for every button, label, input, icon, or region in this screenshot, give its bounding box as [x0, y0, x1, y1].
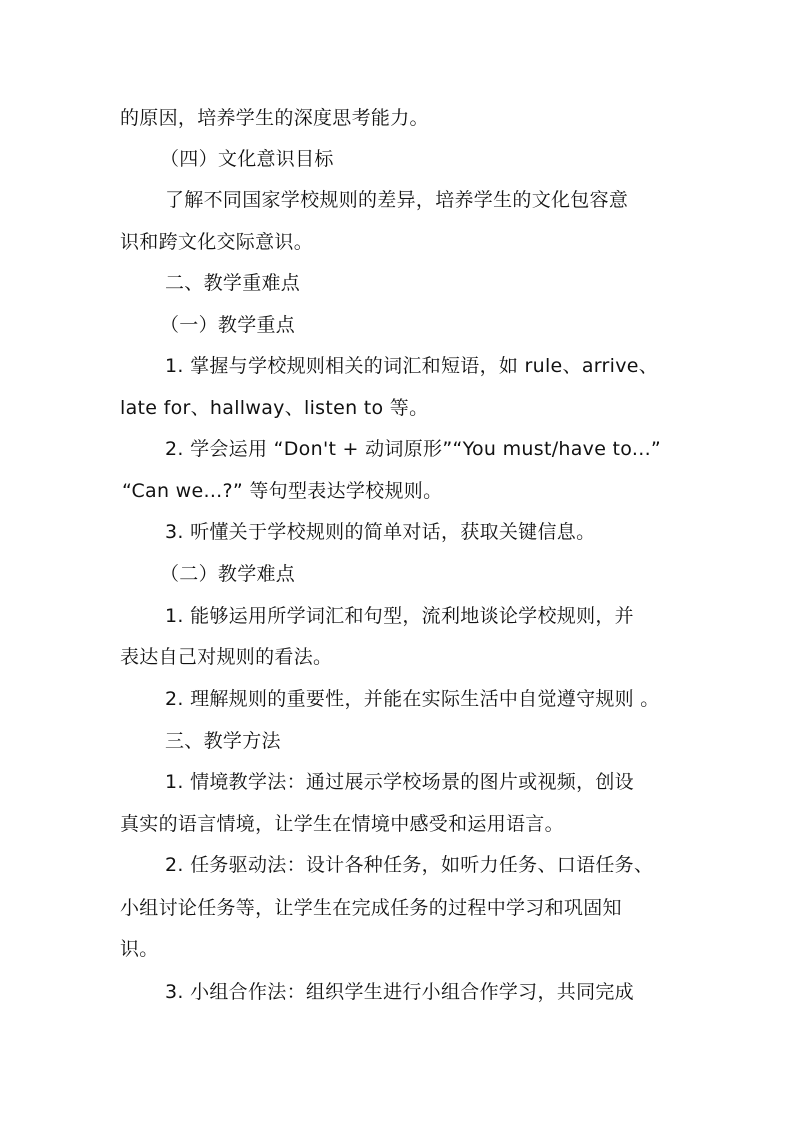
text-line: 识。	[120, 938, 159, 960]
text-line: 1. 情境教学法：通过展示学校场景的图片或视频，创设	[165, 771, 634, 793]
text-line: 1. 掌握与学校规则相关的词汇和短语，如 rule、arrive、	[165, 355, 659, 377]
text-line: late for、hallway、listen to 等。	[120, 397, 429, 419]
text-line: 3. 听懂关于学校规则的简单对话，获取关键信息。	[165, 521, 596, 543]
text-line: “Can we...?” 等句型表达学校规则。	[122, 480, 443, 502]
text-line: 了解不同国家学校规则的差异，培养学生的文化包容意	[165, 189, 629, 211]
text-line: 识和跨文化交际意识。	[120, 231, 314, 253]
text-line: 2. 任务驱动法：设计各种任务，如听力任务、口语任务、	[165, 854, 654, 876]
section-heading-cultural-awareness: （四）文化意识目标	[160, 148, 334, 170]
text-line: 表达自己对规则的看法。	[120, 646, 333, 668]
subsection-heading-key-points: （一）教学重点	[160, 314, 296, 336]
text-line: 真实的语言情境，让学生在情境中感受和运用语言。	[120, 813, 564, 835]
text-line: 的原因，培养学生的深度思考能力。	[120, 107, 429, 129]
text-line: 2. 学会运用 “Don't + 动词原形”“You must/have to...”	[165, 438, 662, 460]
text-line: 2. 理解规则的重要性，并能在实际生活中自觉遵守规则 。	[165, 688, 660, 710]
text-line: 1. 能够运用所学词汇和句型，流利地谈论学校规则，并	[165, 605, 634, 627]
text-line: 小组讨论任务等，让学生在完成任务的过程中学习和巩固知	[120, 897, 622, 919]
subsection-heading-difficult-points: （二）教学难点	[160, 563, 296, 585]
section-heading-teaching-methods: 三、教学方法	[165, 730, 281, 752]
section-heading-key-difficult-points: 二、教学重难点	[165, 272, 301, 294]
text-line: 3. 小组合作法：组织学生进行小组合作学习，共同完成	[165, 981, 634, 1003]
